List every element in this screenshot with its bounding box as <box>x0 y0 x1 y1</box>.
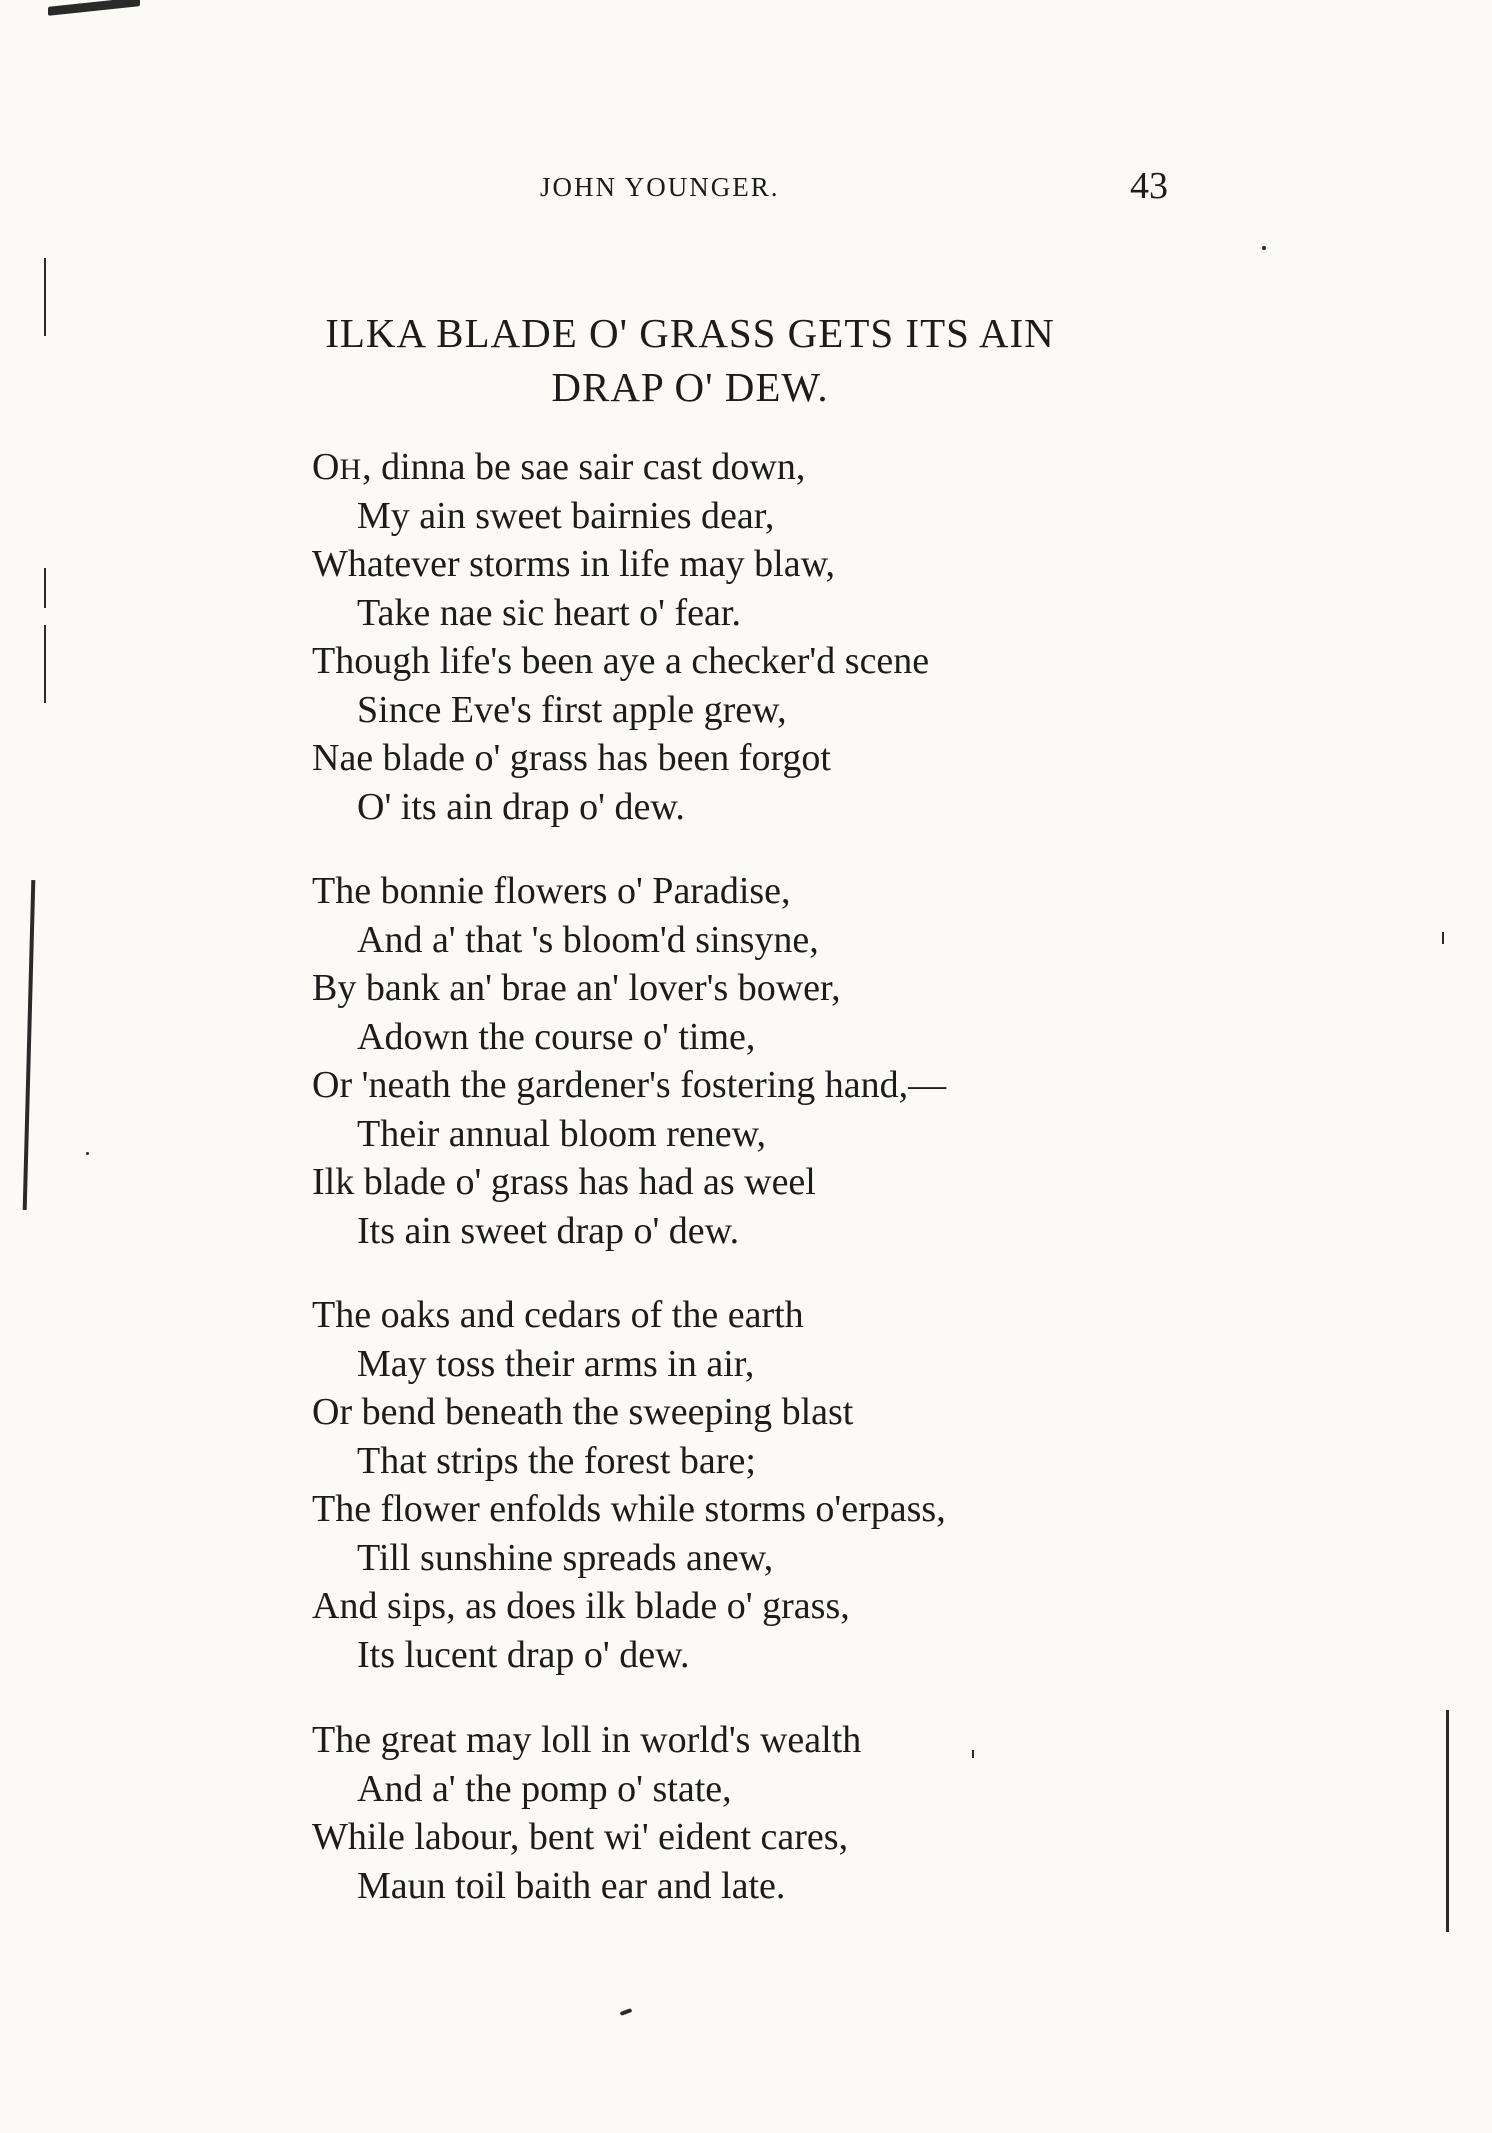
scan-mark-top-left <box>48 0 140 16</box>
scan-mark-left-2 <box>44 568 46 608</box>
poem-title <box>250 306 1130 414</box>
scan-mark-left-4 <box>23 880 36 1210</box>
speck-3 <box>620 2008 633 2016</box>
scan-mark-left-3 <box>44 625 46 703</box>
drop-letter: O <box>312 446 340 488</box>
speck-4 <box>1442 932 1444 944</box>
stanza-3-line-2: May toss their arms in air, <box>357 1342 755 1385</box>
stanza-1-line-5: Though life's been aye a checker'd scene <box>312 640 930 682</box>
stanza-1-line-2: My ain sweet bairnies dear, <box>357 494 775 537</box>
stanza-2-line-6: Their annual bloom renew, <box>357 1112 767 1155</box>
stanza-1-line-1: OH, dinna be sae sair cast down, <box>312 446 806 488</box>
stanza-1-line-8: O' its ain drap o' dew. <box>357 785 685 828</box>
stanza-2-line-7: Ilk blade o' grass has had as weel <box>312 1161 816 1203</box>
stanza-4-line-1: The great may loll in world's wealth <box>312 1719 862 1761</box>
speck-2 <box>86 1152 89 1155</box>
stanza-4-line-2: And a' the pomp o' state, <box>357 1767 732 1810</box>
stanza-3 <box>312 1291 1132 1679</box>
stanza-2-line-8: Its ain sweet drap o' dew. <box>357 1209 740 1252</box>
scan-mark-right-1 <box>1446 1710 1449 1932</box>
stanza-1 <box>312 443 1132 831</box>
stanza-4-line-3: While labour, bent wi' eident cares, <box>312 1816 849 1858</box>
small-cap-letters: H <box>339 453 363 486</box>
running-title: JOHN YOUNGER. <box>540 172 780 202</box>
poem-title-line-2: DRAP O' DEW. <box>551 364 829 410</box>
stanza-1-line-4: Take nae sic heart o' fear. <box>357 591 741 634</box>
stanza-3-line-7: And sips, as does ilk blade o' grass, <box>312 1585 850 1627</box>
stanza-1-line-3: Whatever storms in life may blaw, <box>312 543 836 585</box>
stanza-2 <box>312 867 1132 1255</box>
stanza-3-line-6: Till sunshine spreads anew, <box>357 1536 774 1579</box>
stanza-2-line-4: Adown the course o' time, <box>357 1015 756 1058</box>
speck-1 <box>1262 246 1266 250</box>
stanza-3-line-3: Or bend beneath the sweeping blast <box>312 1391 854 1433</box>
stanza-2-line-1: The bonnie flowers o' Paradise, <box>312 870 791 912</box>
stanza-1-line-7: Nae blade o' grass has been forgot <box>312 737 831 779</box>
running-header <box>0 165 1492 212</box>
stanza-3-line-1: The oaks and cedars of the earth <box>312 1294 804 1336</box>
stanza-2-line-2: And a' that 's bloom'd sinsyne, <box>357 918 819 961</box>
stanza-3-line-4: That strips the forest bare; <box>357 1439 756 1482</box>
stanza-3-line-8: Its lucent drap o' dew. <box>357 1633 690 1676</box>
stanza-4 <box>312 1716 1132 1910</box>
poem-title-line-1: ILKA BLADE O' GRASS GETS ITS AIN <box>325 310 1055 356</box>
stanza-2-line-3: By bank an' brae an' lover's bower, <box>312 967 841 1009</box>
stanza-4-line-4: Maun toil baith ear and late. <box>357 1864 786 1907</box>
stanza-2-line-5: Or 'neath the gardener's fostering hand,— <box>312 1064 947 1106</box>
page-number: 43 <box>1130 165 1168 207</box>
scan-mark-left-1 <box>44 258 46 336</box>
stanza-3-line-5: The flower enfolds while storms o'erpass, <box>312 1488 946 1530</box>
stanza-1-line-6: Since Eve's first apple grew, <box>357 688 787 731</box>
